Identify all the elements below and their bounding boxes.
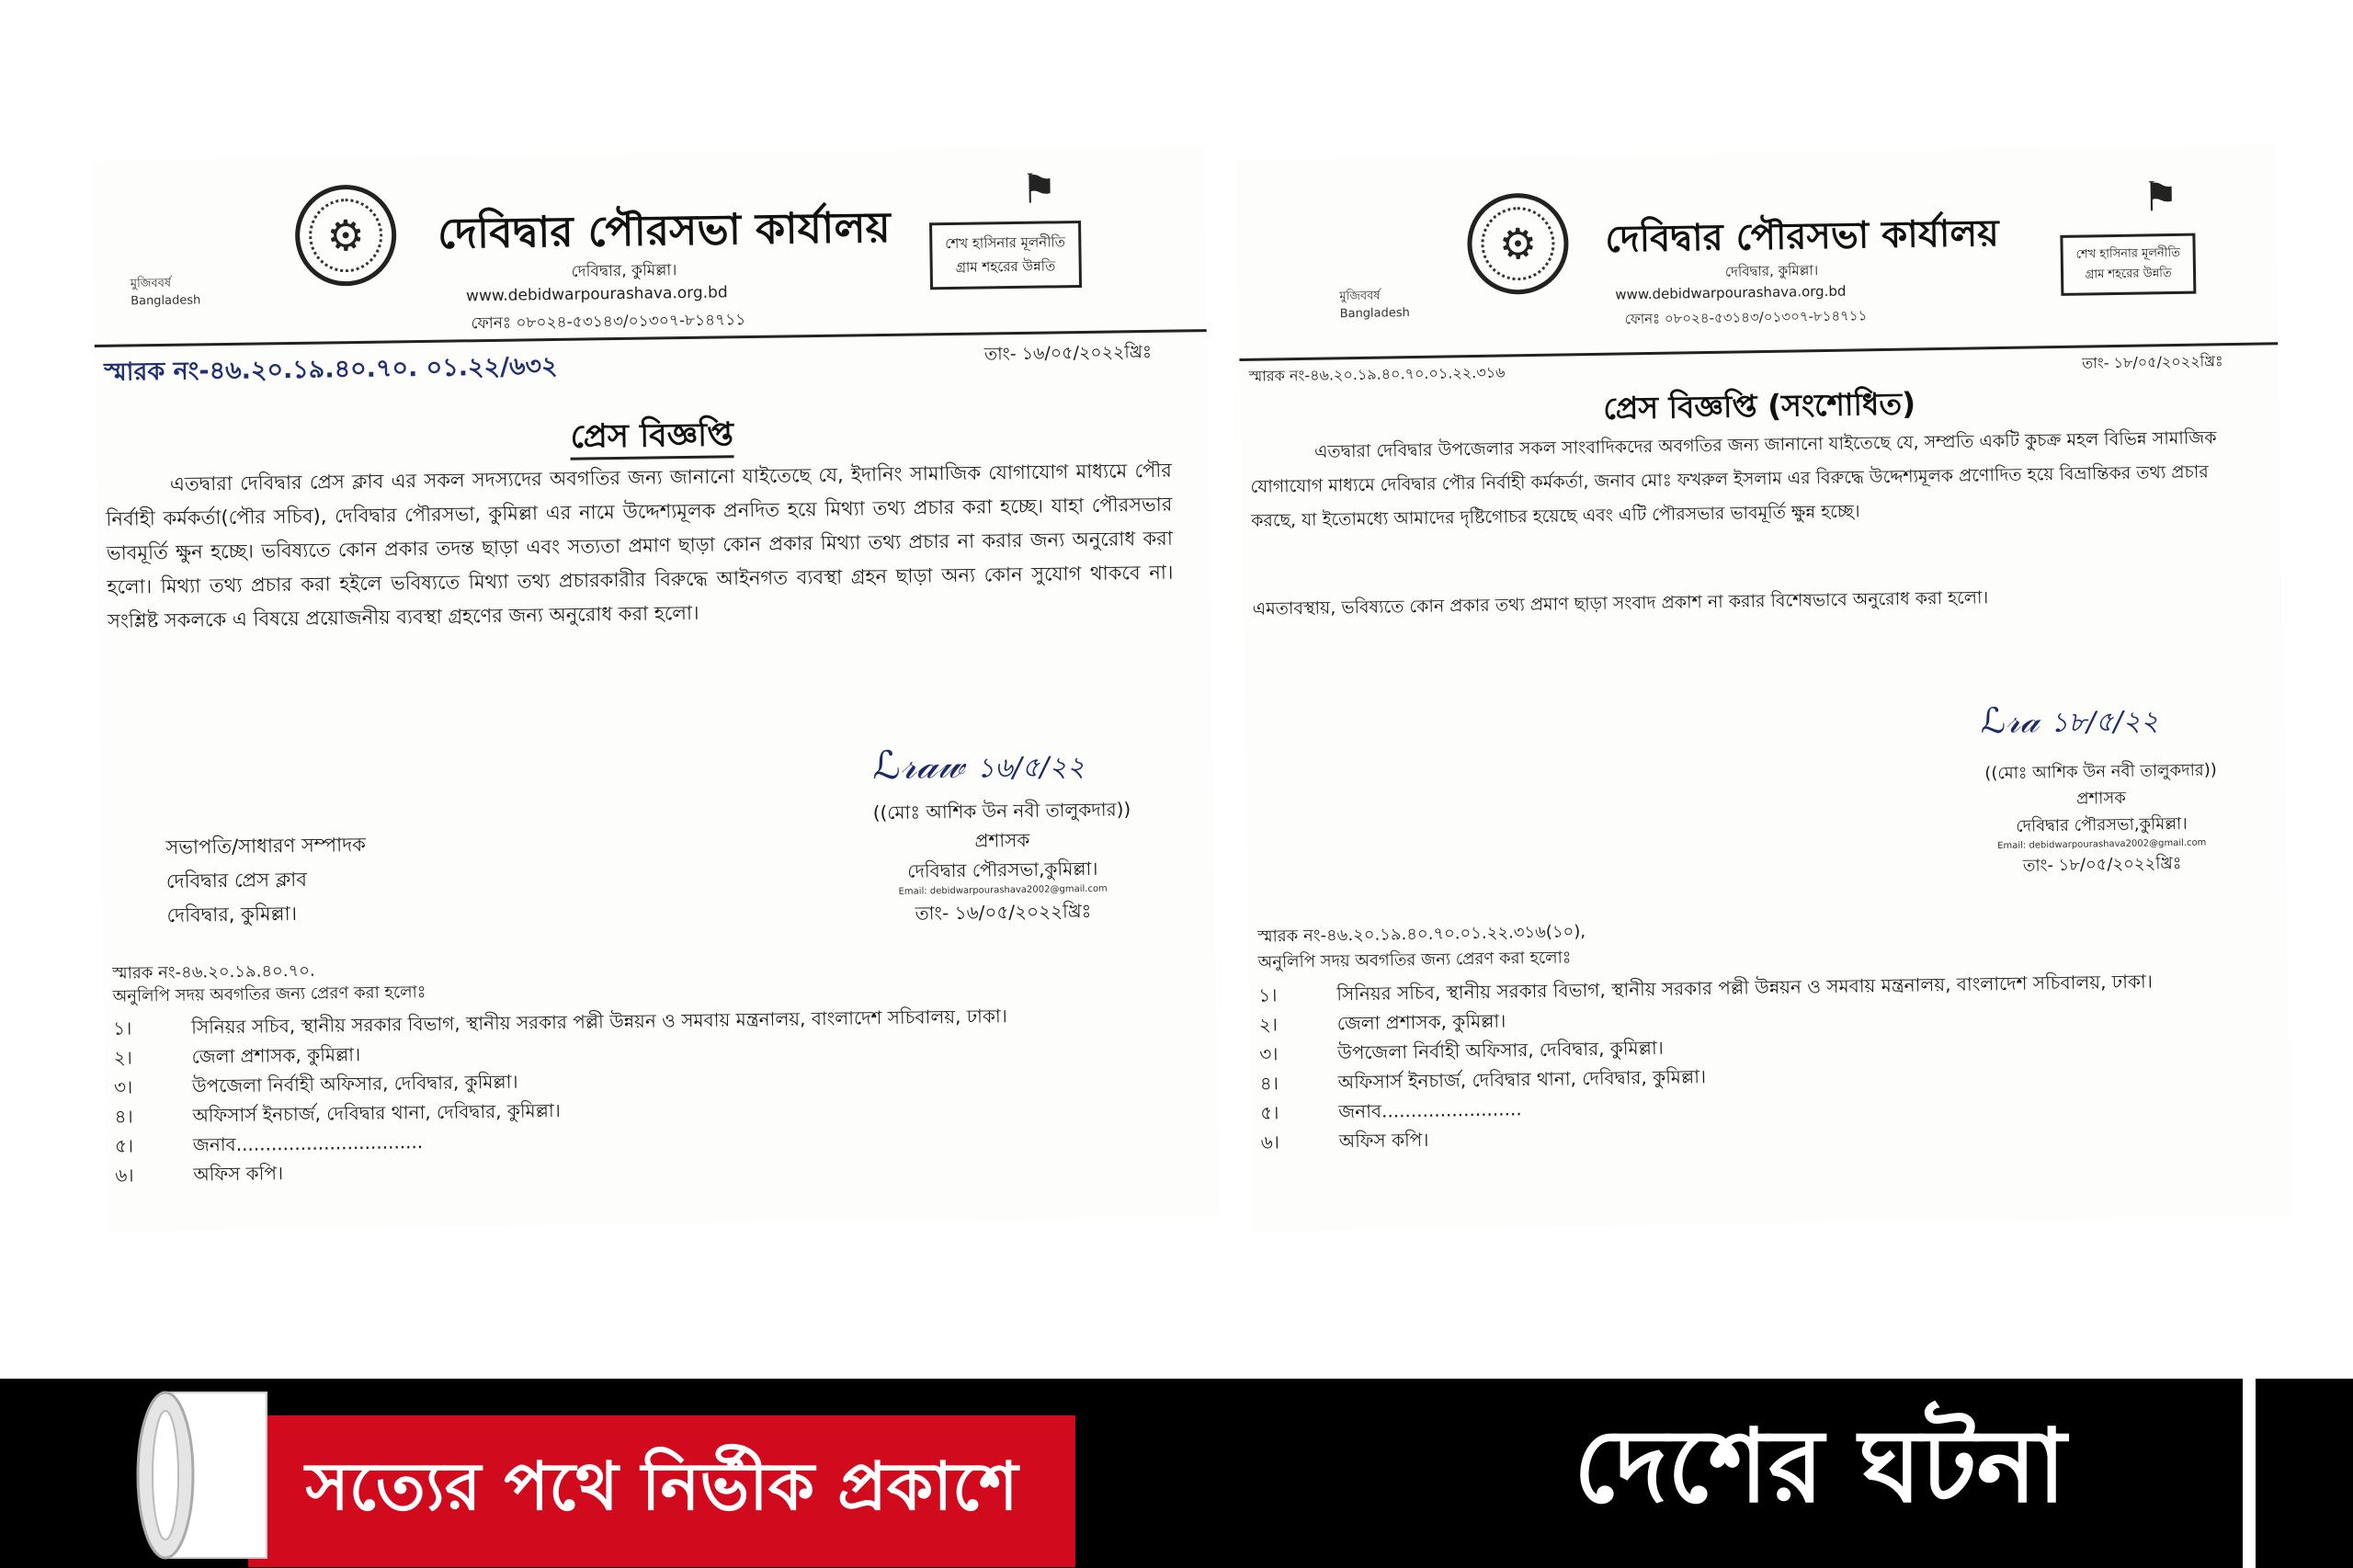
signer-name: ((মোঃ আশিক উন নবী তালুকদার)): [1984, 760, 2217, 784]
office-phone: ফোনঃ ০৮০২৪-৫৩১৪৩/০১৩০৭-৮১৪৭১১: [1624, 307, 1868, 328]
banner-divider: [2243, 1379, 2256, 1568]
flag-mark-icon: ⚑: [2142, 173, 2179, 222]
list-item: ১। সিনিয়র সচিব, স্থানীয় সরকার বিভাগ, স্থানীয় সরকার পল্লী উন্নয়ন ও সমবায় মন্ত্রনালয়, বাংলাদেশ সচিবালয়, ঢাকা।: [113, 1005, 1007, 1040]
letterhead: [1236, 144, 2278, 335]
press-release-revised: [1236, 144, 2291, 1232]
list-item: ৪। অফিসার্স ইনচার্জ, দেবিদ্বার থানা, দেবিদ্বার, কুমিল্লা।: [1259, 1065, 1707, 1095]
signer-block: [809, 793, 1197, 929]
doc-title: প্রেস বিজ্ঞপ্তি (সংশোধিত): [1602, 385, 1916, 426]
municipality-seal-icon: ⚙: [1467, 192, 1570, 295]
mujib-borsho-logo: মুজিববর্ষ Bangladesh: [130, 276, 201, 309]
signer-date: তাং- ১৮/০৫/২০২২খ্রিঃ: [2022, 853, 2182, 876]
list-item: ৪। অফিসার্স ইনচার্জ, দেবিদ্বার থানা, দেবিদ্বার, কুমিল্লা।: [114, 1098, 562, 1128]
memo-row: [104, 339, 1153, 395]
flag-mark-icon: ⚑: [1020, 165, 1058, 213]
copy-list: [1258, 966, 2155, 1156]
signer-block: [1926, 756, 2277, 881]
office-address: দেবিদ্বার, কুমিল্লা।: [571, 261, 677, 281]
letterhead: [92, 145, 1207, 335]
municipality-seal-icon: ⚙: [294, 184, 397, 287]
signature: ℒ𝓇𝒶 ১৮/৫/২২: [1980, 699, 2159, 742]
memo-number: স্মারক নং-৪৬.২০.১৯.৪০.৭০.০১.২২.৩১৬: [1248, 363, 1506, 385]
signer-office: দেবিদ্বার পৌরসভা,কুমিল্লা।: [907, 857, 1098, 882]
list-item: ৫। জনাব........................: [1260, 1097, 1522, 1124]
list-item: ৫। জনাব................................: [114, 1131, 424, 1157]
copy-intro: অনুলিপি সদয় অবগতির জন্য প্রেরণ করা হলোঃ: [1257, 948, 1572, 972]
doc-title: প্রেস বিজ্ঞপ্তি: [96, 403, 1209, 472]
body-paragraph: এতদ্বারা দেবিদ্বার উপজেলার সকল সাংবাদিকদের অবগতির জন্য জানানো যাইতেছে যে, সম্প্রতি একটি কুচক্র মহল বিভিন্ন সামাজিক যোগাযোগ মাধ্যমে দেবিদ্বার পৌর নির্বাহী কর্মকর্তা, জনাব মোঃ ফখরুল ইসলাম এর বিরুদ্ধে উদ্দেশ্যমূলক প্রণোদিত হয়ে বিভ্রান্তিকর তথ্য প্রচার করছে, যা ইতোমধ্যে আমাদের দৃষ্টিগোচর হয়েছে এবং এটি পৌরসভার ভাবমূর্তি ক্ষুন্ন হচ্ছে।: [1250, 427, 2217, 531]
signer-date: তাং- ১৬/০৫/২০২২খ্রিঃ: [915, 899, 1092, 925]
copy-memo: স্মারক নং-৪৬.২০.১৯.৪০.৭০.০১.২২.৩১৬(১০),: [1257, 922, 1586, 947]
copy-list: [113, 1001, 1009, 1190]
list-item: ১। সিনিয়র সচিব, স্থানীয় সরকার বিভাগ, স্থানীয় সরকার পল্লী উন্নয়ন ও সমবায় মন্ত্রনালয়, বাংলাদেশ সচিবালয়, ঢাকা।: [1258, 970, 2154, 1006]
recipient-block: সভাপতি/সাধারণ সম্পাদক দেবিদ্বার প্রেস ক্লাব দেবিদ্বার, কুমিল্লা।: [165, 833, 367, 926]
body-paragraph-2: এমতাবস্থায়, ভবিষ্যতে কোন প্রকার তথ্য প্রমাণ ছাড়া সংবাদ প্রকাশ না করার বিশেষভাবে অনুরোধ করা হলো।: [1252, 587, 1989, 619]
memo-date: তাং- ১৬/০৫/২০২২খ্রিঃ: [983, 341, 1153, 365]
signer-email: Email: debidwarpourashava2002@gmail.com: [898, 883, 1108, 897]
office-address: দেবিদ্বার, কুমিল্লা।: [1724, 262, 1819, 280]
signer-title: প্রশাসক: [974, 828, 1030, 852]
signature: ℒ𝓇𝒶𝓌 ১৬/৫/২২: [871, 741, 1086, 789]
motto-box: শেখ হাসিনার মূলনীতি গ্রাম শহরের উন্নতি: [2060, 233, 2196, 296]
copy-intro: অনুলিপি সদয় অবগতির জন্য প্রেরণ করা হলোঃ: [112, 983, 426, 1006]
body-paragraph: এতদ্বারা দেবিদ্বার প্রেস ক্লাব এর সকল সদস্যদের অবগতির জন্য জানানো যাইতেছে যে, ইদানিং সামাজিক যোগাযোগ মাধ্যমে পৌর নির্বাহী কর্মকর্তা(পৌর সচিব), দেবিদ্বার পৌরসভা, কুমিল্লা এর নামে উদ্দেশ্যমূলক প্রনদিত হয়ে মিথ্যা তথ্য প্রচার করা হচ্ছে। যাহা পৌরসভার ভাবমূর্তি ক্ষুন হচ্ছে। ভবিষ্যতে কোন প্রকার তদন্ত ছাড়া এবং সত্যতা প্রমাণ ছাড়া কোন প্রকার মিথ্যা তথ্য প্রচার না করার জন্য অনুরোধ করা হলো। মিথ্যা তথ্য প্রচার করা হইলে ভবিষ্যতে মিথ্যা তথ্য প্রচারকারীর বিরুদ্ধে আইনগত ব্যবস্থা গ্রহন ছাড়া অন্য কোন সুযোগ থাকবে না। সংশ্লিষ্ট সকলকে এ বিষয়ে প্রয়োজনীয় ব্যবস্থা গ্রহণের জন্য অনুরোধ করা হলো।: [106, 459, 1174, 632]
list-item: ২। জেলা প্রশাসক, কুমিল্লা।: [1258, 1009, 1506, 1036]
copy-memo: স্মারক নং-৪৬.২০.১৯.৪০.৭০.: [112, 960, 315, 983]
brand-title: দেশের ঘটনা: [1574, 1406, 2066, 1525]
memo-number: স্মারক নং-৪৬.২০.১৯.৪০.৭০. ০১.২২/৬৩২: [104, 351, 558, 387]
list-item: ৬। অফিস কপি।: [1260, 1128, 1429, 1153]
signer-title: প্রশাসক: [2075, 788, 2127, 809]
press-release-original: [92, 145, 1219, 1232]
signer-office: দেবিদ্বার পৌরসভা,কুমিল্লা।: [2016, 813, 2188, 836]
tagline-label: সত্যের পথে নির্ভীক প্রকাশে: [248, 1415, 1075, 1567]
memo-date: তাং- ১৮/০৫/২০২২খ্রিঃ: [2082, 352, 2223, 372]
list-item: ২। জেলা প্রশাসক, কুমিল্লা।: [113, 1043, 361, 1069]
list-item: ৩। উপজেলা নির্বাহী অফিসার, দেবিদ্বার, কুমিল্লা।: [1259, 1036, 1664, 1065]
office-phone: ফোনঃ ০৮০২৪-৫৩১৪৩/০১৩০৭-৮১৪৭১১: [471, 311, 746, 334]
list-item: ৩। উপজেলা নির্বাহী অফিসার, দেবিদ্বার, কুমিল্লা।: [113, 1070, 518, 1098]
signer-name: ((মোঃ আশিক উন নবী তালুকদার)): [872, 798, 1131, 824]
office-website: www.debidwarpourashava.org.bd: [465, 283, 728, 306]
office-name: দেবিদ্বার পৌরসভা কার্যালয়: [1605, 211, 2000, 261]
mujib-borsho-logo: মুজিববর্ষ Bangladesh: [1339, 289, 1410, 322]
motto-box: শেখ হাসিনার মূলনীতি গ্রাম শহরের উন্নতি: [929, 221, 1082, 290]
list-item: ৬। অফিস কপি।: [115, 1162, 284, 1187]
office-website: www.debidwarpourashava.org.bd: [1615, 282, 1847, 303]
office-name: দেবিদ্বার পৌরসভা কার্যালয়: [437, 201, 892, 258]
paper-scroll-icon: [129, 1383, 276, 1567]
signer-email: Email: debidwarpourashava2002@gmail.com: [1997, 837, 2207, 852]
